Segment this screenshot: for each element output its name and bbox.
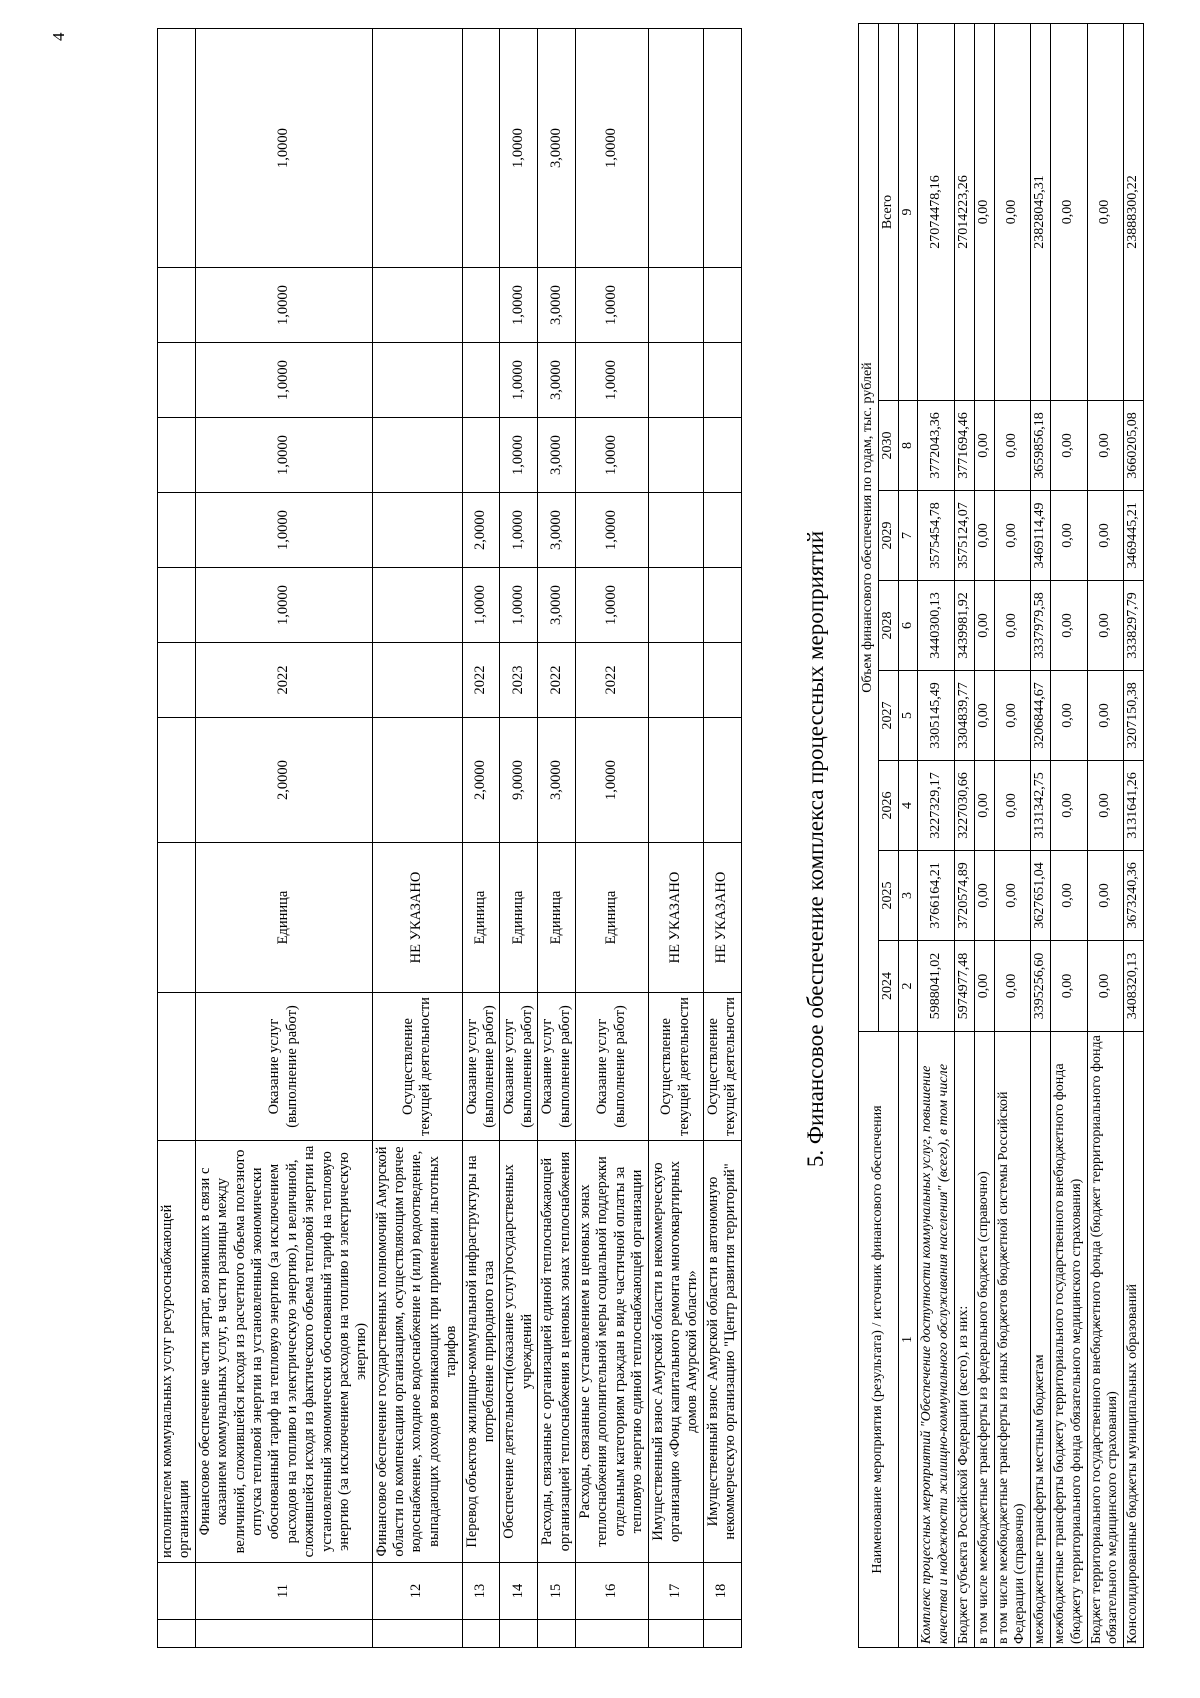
- amount-cell: 0,00: [974, 401, 994, 491]
- measure-name: Имущественный взнос Амурской области в автономную некоммерческую организацию "Центр развития территорий": [703, 1141, 741, 1563]
- base-year: [703, 643, 741, 718]
- target-value: 1,0000: [500, 29, 538, 268]
- target-value: [703, 493, 741, 568]
- target-value: 1,0000: [575, 343, 648, 418]
- table-row: [1124, 24, 1144, 1648]
- column-number: 1: [898, 1032, 918, 1648]
- name-header: Наименование мероприятия (результата) / источник финансового обеспечения: [859, 1032, 899, 1648]
- source-name: Бюджет территориального государственного внебюджетного фонда (бюджет территориального фонда обязательного медицинского страхования): [1087, 1032, 1124, 1648]
- empty-cell: [703, 1620, 741, 1648]
- column-number: 8: [898, 401, 918, 491]
- target-value: 1,0000: [575, 268, 648, 343]
- amount-cell: 0,00: [1087, 401, 1124, 491]
- target-value: [648, 343, 703, 418]
- amount-cell: 0,00: [974, 581, 994, 671]
- amount-cell: 0,00: [1050, 491, 1087, 581]
- measure-type: Оказание услуг (выполнение работ): [500, 993, 538, 1141]
- unit-cell: НЕ УКАЗАНО: [372, 843, 462, 993]
- amount-cell: 3227329,17: [918, 761, 955, 851]
- target-value: [462, 343, 500, 418]
- measure-type: Оказание услуг (выполнение работ): [575, 993, 648, 1141]
- target-value: 3,0000: [538, 29, 576, 268]
- amount-cell: 0,00: [994, 24, 1031, 401]
- amount-cell: 3395256,60: [1031, 941, 1051, 1032]
- amount-cell: 23888300,22: [1124, 24, 1144, 401]
- table-row: [974, 24, 994, 1648]
- amount-cell: 3575124,07: [954, 491, 974, 581]
- amount-cell: 0,00: [974, 491, 994, 581]
- target-value: 1,0000: [462, 568, 500, 643]
- indicators-table: [157, 28, 742, 1648]
- amount-cell: 3338297,79: [1124, 581, 1144, 671]
- measure-name: Расходы, связанные с установлением в ценовых зонах теплоснабжения дополнительной меры социальной поддержки отдельным категориям граждан в виде частичной оплаты за тепловую энергию единой теплоснабжающей организации: [575, 1141, 648, 1563]
- amount-cell: 0,00: [1087, 851, 1124, 941]
- page-number: 4: [49, 32, 68, 41]
- amount-cell: 3440300,13: [918, 581, 955, 671]
- amount-cell: 0,00: [994, 941, 1031, 1032]
- row-number: 15: [538, 1563, 576, 1620]
- column-number: 3: [898, 851, 918, 941]
- target-value: 1,0000: [500, 568, 538, 643]
- source-name: Комплекс процессных мероприятий "Обеспечение доступности коммунальных услуг, повышение качества и надежности жилищно-коммунального обслуживания населения" (всего), в том числе: [918, 1032, 955, 1648]
- measure-type: Оказание услуг (выполнение работ): [462, 993, 500, 1141]
- amount-cell: 0,00: [1050, 401, 1087, 491]
- column-number: 4: [898, 761, 918, 851]
- row-number: 16: [575, 1563, 648, 1620]
- year-header: 2026: [878, 761, 898, 851]
- section-title: 5. Финансовое обеспечение комплекса процессных мероприятий: [803, 530, 828, 1168]
- table-row: [1031, 24, 1051, 1648]
- amount-cell: 0,00: [994, 851, 1031, 941]
- amount-cell: 0,00: [994, 491, 1031, 581]
- unit-cell: Единица: [195, 843, 372, 993]
- unit-cell: Единица: [500, 843, 538, 993]
- column-numbers-row: [898, 24, 918, 1648]
- target-value: 3,0000: [538, 568, 576, 643]
- amount-cell: 3720574,89: [954, 851, 974, 941]
- row-number: 14: [500, 1563, 538, 1620]
- target-value: [648, 29, 703, 268]
- empty-cell: [538, 1620, 576, 1648]
- measure-name: Перевод объектов жилищно-коммунальной инфраструктуры на потребление природного газа: [462, 1141, 500, 1563]
- base-value: 3,0000: [538, 718, 576, 843]
- row-number: 18: [703, 1563, 741, 1620]
- group-header: Объем финансового обеспечения по годам, тыс. рублей: [859, 24, 879, 1032]
- amount-cell: 0,00: [974, 941, 994, 1032]
- amount-cell: 0,00: [974, 761, 994, 851]
- base-value: 2,0000: [195, 718, 372, 843]
- empty-cell: [462, 1620, 500, 1648]
- amount-cell: 0,00: [1087, 941, 1124, 1032]
- amount-cell: 3772043,36: [918, 401, 955, 491]
- base-value: 1,0000: [575, 718, 648, 843]
- amount-cell: 3469114,49: [1031, 491, 1051, 581]
- amount-cell: 0,00: [974, 24, 994, 401]
- target-value: [372, 568, 462, 643]
- measure-name: Обеспечение деятельности(оказание услуг)государственных учреждений: [500, 1141, 538, 1563]
- target-value: 1,0000: [195, 29, 372, 268]
- amount-cell: 0,00: [1087, 671, 1124, 761]
- base-year: 2022: [538, 643, 576, 718]
- empty-cell: [372, 1620, 462, 1648]
- amount-cell: 0,00: [994, 401, 1031, 491]
- target-value: 1,0000: [195, 268, 372, 343]
- source-name: в том числе межбюджетные трансферты из иных бюджетов бюджетной системы Российской Федерации (справочно): [994, 1032, 1031, 1648]
- measure-type: Оказание услуг (выполнение работ): [538, 993, 576, 1141]
- target-value: [703, 29, 741, 268]
- amount-cell: 0,00: [1087, 581, 1124, 671]
- base-year: 2022: [195, 643, 372, 718]
- source-name: в том числе межбюджетные трансферты из федерального бюджета (справочно): [974, 1032, 994, 1648]
- amount-cell: 5988041,02: [918, 941, 955, 1032]
- amount-cell: 0,00: [1087, 24, 1124, 401]
- amount-cell: 3337979,58: [1031, 581, 1051, 671]
- target-value: 1,0000: [500, 268, 538, 343]
- base-value: 9,0000: [500, 718, 538, 843]
- base-year: 2022: [575, 643, 648, 718]
- target-value: [648, 493, 703, 568]
- base-year: 2022: [462, 643, 500, 718]
- base-year: [372, 643, 462, 718]
- source-name: Консолидированные бюджеты муниципальных образований: [1124, 1032, 1144, 1648]
- base-year: 2023: [500, 643, 538, 718]
- column-number: 5: [898, 671, 918, 761]
- source-name: межбюджетные трансферты бюджету территориального государственного внебюджетного фонда (бюджету территориального фонда обязательного медицинского страхования): [1050, 1032, 1087, 1648]
- amount-cell: 0,00: [1050, 761, 1087, 851]
- measure-name: Расходы, связанные с организацией единой теплоснабжающей организацией теплоснабжения в ценовых зонах теплоснабжения: [538, 1141, 576, 1563]
- column-number: 9: [898, 24, 918, 401]
- base-value: [648, 718, 703, 843]
- amount-cell: 3305145,49: [918, 671, 955, 761]
- target-value: [372, 268, 462, 343]
- amount-cell: 3206844,67: [1031, 671, 1051, 761]
- column-number: 2: [898, 941, 918, 1032]
- empty-cell: [648, 1620, 703, 1648]
- row-number: 12: [372, 1563, 462, 1620]
- amount-cell: 3673240,36: [1124, 851, 1144, 941]
- target-value: [703, 418, 741, 493]
- table-row: [462, 29, 500, 1648]
- year-header: Всего: [878, 24, 898, 401]
- amount-cell: 0,00: [994, 671, 1031, 761]
- table-row: [918, 24, 955, 1648]
- amount-cell: 3469445,21: [1124, 491, 1144, 581]
- target-value: 1,0000: [500, 343, 538, 418]
- target-value: 1,0000: [195, 493, 372, 568]
- row-number: 17: [648, 1563, 703, 1620]
- amount-cell: 3304839,77: [954, 671, 974, 761]
- base-value: [372, 718, 462, 843]
- amount-cell: 3771694,46: [954, 401, 974, 491]
- year-header: 2030: [878, 401, 898, 491]
- target-value: [648, 418, 703, 493]
- target-value: 1,0000: [195, 568, 372, 643]
- measure-type: Оказание услуг (выполнение работ): [195, 993, 372, 1141]
- target-value: [462, 268, 500, 343]
- target-value: 1,0000: [575, 493, 648, 568]
- target-value: 1,0000: [195, 418, 372, 493]
- table-row: [575, 29, 648, 1648]
- amount-cell: 0,00: [994, 761, 1031, 851]
- amount-cell: 3627651,04: [1031, 851, 1051, 941]
- table-row: [538, 29, 576, 1648]
- row-number: 11: [195, 1563, 372, 1620]
- target-value: 1,0000: [575, 29, 648, 268]
- amount-cell: 27014223,26: [954, 24, 974, 401]
- target-value: 1,0000: [575, 568, 648, 643]
- target-value: [648, 568, 703, 643]
- table-row: [372, 29, 462, 1648]
- target-value: [462, 418, 500, 493]
- amount-cell: 0,00: [1087, 491, 1124, 581]
- column-number: 7: [898, 491, 918, 581]
- measure-type: Осуществление текущей деятельности: [703, 993, 741, 1141]
- empty-cell: [195, 1620, 372, 1648]
- empty-cell: [500, 1620, 538, 1648]
- unit-cell: Единица: [538, 843, 576, 993]
- amount-cell: 0,00: [994, 581, 1031, 671]
- target-value: 1,0000: [195, 343, 372, 418]
- target-value: [372, 29, 462, 268]
- base-value: 2,0000: [462, 718, 500, 843]
- amount-cell: 0,00: [1050, 24, 1087, 401]
- amount-cell: 3131641,26: [1124, 761, 1144, 851]
- year-header: 2024: [878, 941, 898, 1032]
- empty-cell: [575, 1620, 648, 1648]
- year-header: 2029: [878, 491, 898, 581]
- target-value: [703, 343, 741, 418]
- base-year: [648, 643, 703, 718]
- target-value: [703, 268, 741, 343]
- target-value: 2,0000: [462, 493, 500, 568]
- target-value: 1,0000: [500, 493, 538, 568]
- target-value: [372, 418, 462, 493]
- year-header: 2025: [878, 851, 898, 941]
- amount-cell: 0,00: [1087, 761, 1124, 851]
- amount-cell: 3439981,92: [954, 581, 974, 671]
- target-value: 3,0000: [538, 418, 576, 493]
- target-value: [372, 493, 462, 568]
- source-name: Бюджет субъекта Российской Федерации (всего), из них:: [954, 1032, 974, 1648]
- table-row: [195, 29, 372, 1648]
- measure-type: Осуществление текущей деятельности: [372, 993, 462, 1141]
- target-value: 1,0000: [575, 418, 648, 493]
- target-value: 1,0000: [500, 418, 538, 493]
- table-row: [1087, 24, 1124, 1648]
- column-number: 6: [898, 581, 918, 671]
- amount-cell: 3131342,75: [1031, 761, 1051, 851]
- header-cell: исполнителем коммунальных услуг ресурсоснабжающей организации: [158, 1141, 196, 1563]
- amount-cell: 0,00: [1050, 851, 1087, 941]
- base-value: [703, 718, 741, 843]
- table-row: [703, 29, 741, 1648]
- amount-cell: 27074478,16: [918, 24, 955, 401]
- amount-cell: 3227030,66: [954, 761, 974, 851]
- table-row: [994, 24, 1031, 1648]
- amount-cell: 0,00: [974, 851, 994, 941]
- table-row: [954, 24, 974, 1648]
- amount-cell: 3766164,21: [918, 851, 955, 941]
- target-value: 3,0000: [538, 268, 576, 343]
- target-value: 3,0000: [538, 343, 576, 418]
- table-row: [648, 29, 703, 1648]
- measure-name: Финансовое обеспечение государственных полномочий Амурской области по компенсации организациям, осуществляющим горячее водоснабжение, холодное водоснабжение и (или) водоотведение, выпадающих доходов возникающих при применении льготных тарифов: [372, 1141, 462, 1563]
- amount-cell: 3575454,78: [918, 491, 955, 581]
- measure-name: Финансовое обеспечение части затрат, возникших в связи с оказанием коммунальных услуг, в части разницы между величиной, сложившейся исходя из расчетного объема полезного отпуска тепловой энергии на установленный экономически обоснованный тариф на тепловую энергию (за исключением расходов на топливо и электрическую энергию), и величиной, сложившейся исходя из фактического объема тепловой энергии на установленный экономически обоснованный тариф на тепловую энергию (за исключением расходов на топливо и электрическую энергию): [195, 1141, 372, 1563]
- amount-cell: 3408320,13: [1124, 941, 1144, 1032]
- table-row: [500, 29, 538, 1648]
- table-header-row: [859, 24, 879, 1648]
- source-name: межбюджетные трансферты местным бюджетам: [1031, 1032, 1051, 1648]
- unit-cell: Единица: [575, 843, 648, 993]
- row-number: 13: [462, 1563, 500, 1620]
- unit-cell: НЕ УКАЗАНО: [648, 843, 703, 993]
- amount-cell: 3660205,08: [1124, 401, 1144, 491]
- unit-cell: НЕ УКАЗАНО: [703, 843, 741, 993]
- year-header: 2027: [878, 671, 898, 761]
- target-value: [703, 568, 741, 643]
- target-value: [372, 343, 462, 418]
- amount-cell: 3659856,18: [1031, 401, 1051, 491]
- amount-cell: 0,00: [1050, 671, 1087, 761]
- table-row: [1050, 24, 1087, 1648]
- amount-cell: 5974977,48: [954, 941, 974, 1032]
- amount-cell: 0,00: [1050, 941, 1087, 1032]
- unit-cell: Единица: [462, 843, 500, 993]
- year-header: 2028: [878, 581, 898, 671]
- amount-cell: 23828045,31: [1031, 24, 1051, 401]
- target-value: [462, 29, 500, 268]
- amount-cell: 0,00: [974, 671, 994, 761]
- amount-cell: 0,00: [1050, 581, 1087, 671]
- financing-table: [858, 23, 1144, 1648]
- measure-name: Имущественный взнос Амурской области в некоммерческую организацию «Фонд капитального ремонта многоквартирных домов Амурской области»: [648, 1141, 703, 1563]
- measure-type: Осуществление текущей деятельности: [648, 993, 703, 1141]
- amount-cell: 3207150,38: [1124, 671, 1144, 761]
- target-value: 3,0000: [538, 493, 576, 568]
- table-row: [158, 29, 196, 1648]
- target-value: [648, 268, 703, 343]
